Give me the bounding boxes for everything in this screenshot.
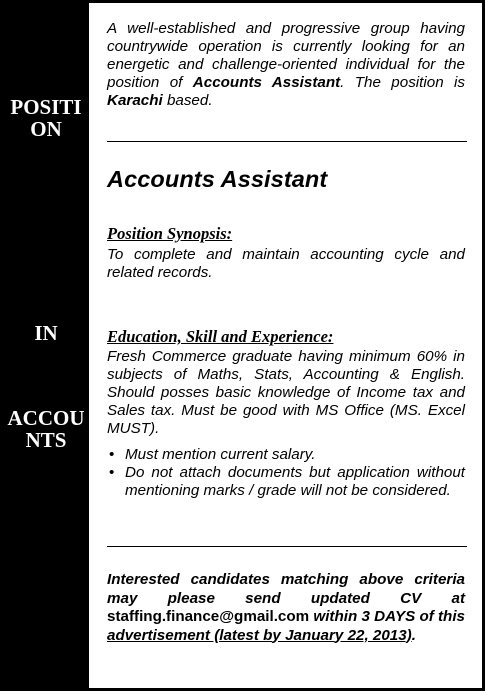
- bullet-icon: •: [109, 464, 115, 481]
- synopsis-heading: Position Synopsis:: [107, 224, 233, 243]
- divider-top: [107, 141, 467, 142]
- sidebar-banner: [3, 3, 89, 688]
- closing-text: Interested candidates matching above criteria may please send updated CV at: [107, 571, 465, 607]
- synopsis-text: To complete and maintain accounting cycle and related records.: [107, 246, 465, 281]
- sidebar-word-accounts: ACCOUNTS: [7, 406, 85, 452]
- sidebar-word-in: IN: [34, 321, 58, 345]
- intro-paragraph: [107, 20, 465, 110]
- intro-text-middle: . The position is: [340, 74, 465, 91]
- job-title: Accounts Assistant: [107, 166, 328, 192]
- list-item: [107, 464, 465, 500]
- deadline-text: advertisement (latest by January 22, 2013): [107, 626, 412, 644]
- divider-bottom: [107, 546, 467, 547]
- list-item: [107, 446, 465, 464]
- intro-text: A well-established and progressive group having countrywide operation is currently looking for an energetic and challenge-oriented individual for the position of: [107, 20, 465, 91]
- education-text: Fresh Commerce graduate having minimum 60% in subjects of Maths, Stats, Accounting & English. Should posses basic knowledge of Income tax and Sales tax. Must be good with MS Office (MS. Excel MUST).: [107, 348, 465, 437]
- bullet-icon: •: [109, 446, 115, 463]
- list-item-text: Do not attach documents but application without mentioning marks / grade will not be considered.: [125, 464, 465, 499]
- requirements-list: [107, 446, 465, 500]
- intro-city: Karachi: [107, 92, 163, 109]
- contact-email: staffing.finance@gmail.com: [107, 608, 310, 625]
- intro-position: Accounts Assistant: [192, 74, 341, 91]
- education-heading: Education, Skill and Experience:: [107, 327, 334, 346]
- list-item-text: Must mention current salary.: [125, 446, 316, 463]
- closing-text-middle: within 3 DAYS of this: [309, 608, 465, 625]
- closing-paragraph: [107, 571, 465, 645]
- closing-text-end: .: [411, 626, 416, 644]
- intro-text-end: based.: [162, 92, 213, 109]
- sidebar-word-position: POSITION: [10, 95, 82, 141]
